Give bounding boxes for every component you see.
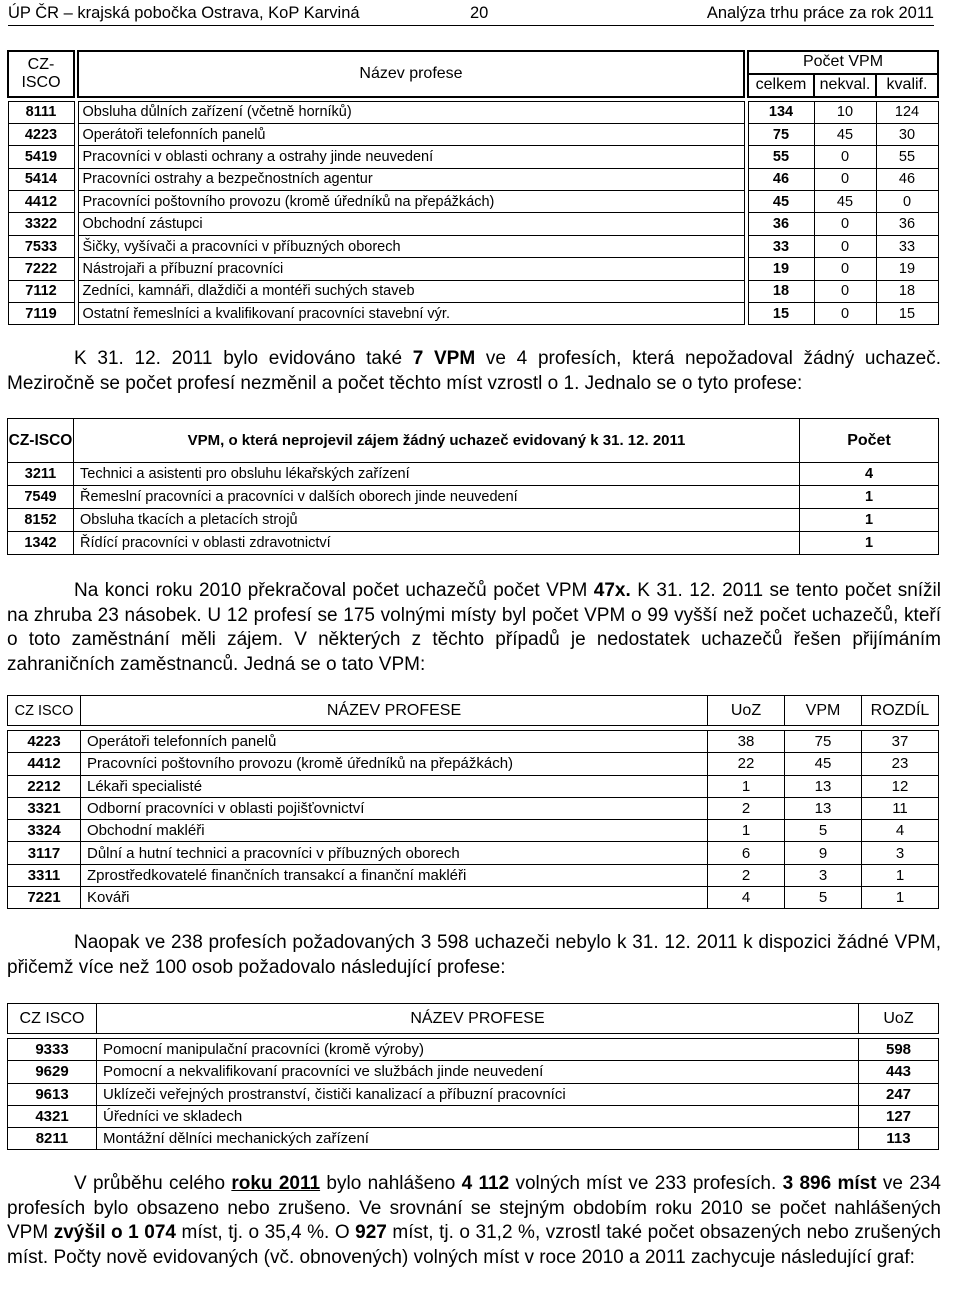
table-row: [8, 235, 938, 257]
cell-uoz: 38: [708, 731, 785, 753]
cell-profession-name: Kováři: [81, 887, 708, 909]
paragraph-year-summary: V průběhu celého roku 2011 bylo nahlášeno 4 112 volných míst ve 233 profesích. 3 896 míst ve 234 profesích bylo obsazeno nebo zrušeno. Ve srovnání se stejným obdobím roku 2010 se počet nahlášených VPM zvýšil o 1 074 míst, tj. o 35,4 %. O 927 míst, tj. o 31,2 %, vzrostl také počet obsazených nebo zrušených míst. Počty nově evidovaných (vč. obnovených) volných míst v roce 2010 a 2011 zachycuje následující graf:: [7, 1173, 941, 1268]
table-row: [8, 864, 939, 886]
cell-vpm-total: 45: [748, 191, 814, 213]
cell-count: 1: [800, 486, 939, 509]
cell-profession-name: Pomocní a nekvalifikovaní pracovníci ve službách jinde neuvedení: [97, 1061, 859, 1083]
vpm-top-professions-table: [7, 50, 939, 325]
cell-count: 1: [800, 532, 939, 555]
paragraph-no-applicant-intro: K 31. 12. 2011 bylo evidováno také 7 VPM ve 4 profesích, která nepožadoval žádný uchazeč. Meziročně se počet profesí nezměnil a počet těchto míst vzrostl o 1. Jednalo se o tyto profese:: [7, 348, 941, 394]
cell-vpm: 5: [785, 887, 862, 909]
cell-vpm: 13: [785, 775, 862, 797]
cell-vpm-unqualified: 45: [814, 123, 876, 145]
cell-isco-code: 8211: [8, 1128, 97, 1150]
cell-isco-code: 9613: [8, 1083, 97, 1105]
cell-vpm-unqualified: 0: [814, 303, 876, 325]
cell-isco-code: 3322: [8, 213, 74, 235]
col-header-name: NÁZEV PROFESE: [81, 696, 708, 726]
table-header-row: [8, 696, 939, 726]
table-row: [8, 303, 938, 325]
cell-vpm-unqualified: 45: [814, 191, 876, 213]
table-row: [8, 509, 939, 532]
cell-profession-name: Obchodní makléři: [81, 820, 708, 842]
cell-vpm-unqualified: 10: [814, 101, 876, 123]
cell-profession-name: Zprostředkovatelé finančních transakcí a finanční makléři: [81, 864, 708, 886]
cell-profession-name: Řemeslní pracovníci a pracovníci v dalších oborech jinde neuvedení: [74, 486, 800, 509]
cell-count: 4: [800, 463, 939, 486]
cell-uoz: 2: [708, 797, 785, 819]
col-header-difference: ROZDÍL: [862, 696, 939, 726]
cell-difference: 1: [862, 887, 939, 909]
cell-vpm-qualified: 15: [876, 303, 938, 325]
cell-uoz: 443: [859, 1061, 939, 1083]
cell-vpm-qualified: 36: [876, 213, 938, 235]
cell-vpm-qualified: 0: [876, 191, 938, 213]
page-number: 20: [470, 4, 489, 22]
cell-isco-code: 7222: [8, 258, 74, 280]
cell-profession-name: Ostatní řemeslníci a kvalifikovaní pracovníci stavební výr.: [78, 303, 744, 325]
cell-profession-name: Pracovníci ostrahy a bezpečnostních agentur: [78, 168, 744, 190]
cell-profession-name: Nástrojaři a příbuzní pracovníci: [78, 258, 744, 280]
table-row: [8, 280, 938, 302]
cell-vpm-qualified: 30: [876, 123, 938, 145]
table-row: [8, 842, 939, 864]
col-header-code: CZ-ISCO: [8, 419, 74, 463]
table-row: [8, 1105, 939, 1127]
cell-uoz: 127: [859, 1105, 939, 1127]
cell-isco-code: 4321: [8, 1105, 97, 1127]
cell-vpm-qualified: 18: [876, 280, 938, 302]
cell-isco-code: 9629: [8, 1061, 97, 1083]
cell-profession-name: Řídící pracovníci v oblasti zdravotnictví: [74, 532, 800, 555]
col-header-vpm-count: Počet VPM: [748, 51, 938, 74]
table-row: [8, 191, 938, 213]
cell-vpm: 9: [785, 842, 862, 864]
vpm-surplus-table: [7, 695, 939, 909]
cell-isco-code: 7533: [8, 235, 74, 257]
cell-isco-code: 8111: [8, 101, 74, 123]
cell-profession-name: Montážní dělníci mechanických zařízení: [97, 1128, 859, 1150]
cell-vpm-total: 55: [748, 146, 814, 168]
cell-uoz: 22: [708, 753, 785, 775]
cell-difference: 37: [862, 731, 939, 753]
table-row: [8, 168, 938, 190]
table-row: [8, 731, 939, 753]
cell-vpm-qualified: 33: [876, 235, 938, 257]
cell-isco-code: 3311: [8, 864, 81, 886]
cell-uoz: 1: [708, 820, 785, 842]
cell-vpm: 13: [785, 797, 862, 819]
cell-uoz: 6: [708, 842, 785, 864]
paragraph-no-vacancies: Naopak ve 238 profesích požadovaných 3 598 uchazeči nebylo k 31. 12. 2011 k dispozici žádné VPM, přičemž více než 100 osob požadovalo následující profese:: [7, 932, 941, 978]
cell-isco-code: 4412: [8, 753, 81, 775]
table-row: [8, 775, 939, 797]
cell-vpm-unqualified: 0: [814, 213, 876, 235]
cell-uoz: 113: [859, 1128, 939, 1150]
table-row: [8, 486, 939, 509]
table-row: [8, 1039, 939, 1061]
cell-isco-code: 4412: [8, 191, 74, 213]
cell-profession-name: Šičky, vyšívači a pracovníci v příbuzných oborech: [78, 235, 744, 257]
table-row: [8, 820, 939, 842]
cell-isco-code: 9333: [8, 1039, 97, 1061]
table-header-row: [8, 51, 938, 74]
table-row: [8, 532, 939, 555]
cell-isco-code: 1342: [8, 532, 74, 555]
cell-vpm-unqualified: 0: [814, 146, 876, 168]
cell-vpm: 3: [785, 864, 862, 886]
cell-isco-code: 4223: [8, 123, 74, 145]
cell-profession-name: Lékaři specialisté: [81, 775, 708, 797]
col-header-code: CZ-ISCO: [8, 51, 74, 97]
cell-profession-name: Pracovníci poštovního provozu (kromě úředníků na přepážkách): [78, 191, 744, 213]
cell-isco-code: 7112: [8, 280, 74, 302]
table-row: [8, 463, 939, 486]
col-header-code: CZ ISCO: [8, 1004, 97, 1034]
cell-isco-code: 7221: [8, 887, 81, 909]
cell-vpm: 75: [785, 731, 862, 753]
cell-vpm-total: 75: [748, 123, 814, 145]
cell-vpm-unqualified: 0: [814, 235, 876, 257]
cell-isco-code: 8152: [8, 509, 74, 532]
table-row: [8, 123, 938, 145]
cell-difference: 3: [862, 842, 939, 864]
col-header-name: NÁZEV PROFESE: [97, 1004, 859, 1034]
cell-profession-name: Zedníci, kamnáři, dlaždiči a montéři suchých staveb: [78, 280, 744, 302]
cell-vpm-total: 18: [748, 280, 814, 302]
table-row: [8, 213, 938, 235]
paragraph-applicants-ratio: Na konci roku 2010 překračoval počet uchazečů počet VPM 47x. K 31. 12. 2011 se tento počet snížil na zhruba 23 násobek. U 12 profesí se 175 volnými místy byl počet VPM o 99 vyšší než počet uchazečů, kteří o toto zaměstnání měli zájem. V některých z těchto případů je nedostatek uchazečů řešen přijímáním zahraničních zaměstnanců. Jedná se o tato VPM:: [7, 580, 941, 675]
cell-uoz: 4: [708, 887, 785, 909]
cell-profession-name: Obsluha důlních zařízení (včetně horníků): [78, 101, 744, 123]
table-header-row: [8, 1004, 939, 1034]
cell-vpm-total: 33: [748, 235, 814, 257]
cell-profession-name: Úředníci ve skladech: [97, 1105, 859, 1127]
cell-uoz: 247: [859, 1083, 939, 1105]
cell-profession-name: Pracovníci poštovního provozu (kromě úředníků na přepážkách): [81, 753, 708, 775]
header-report-title: Analýza trhu práce za rok 2011: [706, 4, 934, 22]
cell-isco-code: 3117: [8, 842, 81, 864]
cell-isco-code: 3324: [8, 820, 81, 842]
cell-vpm-unqualified: 0: [814, 258, 876, 280]
cell-profession-name: Důlní a hutní technici a pracovníci v příbuzných oborech: [81, 842, 708, 864]
cell-count: 1: [800, 509, 939, 532]
cell-isco-code: 3211: [8, 463, 74, 486]
cell-vpm-qualified: 19: [876, 258, 938, 280]
header-office: ÚP ČR – krajská pobočka Ostrava, KoP Karviná: [8, 4, 360, 22]
vpm-no-interest-table: [7, 418, 939, 555]
cell-profession-name: Odborní pracovníci v oblasti pojišťovnictví: [81, 797, 708, 819]
cell-vpm: 5: [785, 820, 862, 842]
table-row: [8, 753, 939, 775]
cell-vpm-qualified: 46: [876, 168, 938, 190]
table-row: [8, 797, 939, 819]
col-header-name: VPM, o která neprojevil zájem žádný uchazeč evidovaný k 31. 12. 2011: [74, 419, 800, 463]
cell-profession-name: Pomocní manipulační pracovníci (kromě výroby): [97, 1039, 859, 1061]
page-header: [8, 2, 934, 26]
cell-isco-code: 2212: [8, 775, 81, 797]
cell-profession-name: Operátoři telefonních panelů: [78, 123, 744, 145]
col-header-uoz: UoZ: [708, 696, 785, 726]
cell-uoz: 2: [708, 864, 785, 886]
cell-vpm-qualified: 55: [876, 146, 938, 168]
table-header-row: [8, 419, 939, 463]
cell-isco-code: 5414: [8, 168, 74, 190]
cell-isco-code: 7549: [8, 486, 74, 509]
cell-difference: 23: [862, 753, 939, 775]
table-row: [8, 1128, 939, 1150]
col-header-vpm: VPM: [785, 696, 862, 726]
cell-profession-name: Operátoři telefonních panelů: [81, 731, 708, 753]
cell-difference: 12: [862, 775, 939, 797]
col-header-count: Počet: [800, 419, 939, 463]
col-header-code: CZ ISCO: [8, 696, 81, 726]
cell-vpm-total: 15: [748, 303, 814, 325]
table-row: [8, 887, 939, 909]
col-header-uoz: UoZ: [859, 1004, 939, 1034]
cell-vpm-total: 19: [748, 258, 814, 280]
cell-vpm-unqualified: 0: [814, 168, 876, 190]
cell-vpm: 45: [785, 753, 862, 775]
cell-vpm-qualified: 124: [876, 101, 938, 123]
cell-vpm-total: 36: [748, 213, 814, 235]
cell-vpm-total: 134: [748, 101, 814, 123]
cell-uoz: 598: [859, 1039, 939, 1061]
cell-uoz: 1: [708, 775, 785, 797]
cell-difference: 4: [862, 820, 939, 842]
col-header-name: Název profese: [78, 51, 744, 97]
cell-profession-name: Pracovníci v oblasti ochrany a ostrahy jinde neuvedení: [78, 146, 744, 168]
cell-difference: 11: [862, 797, 939, 819]
cell-vpm-unqualified: 0: [814, 280, 876, 302]
cell-isco-code: 3321: [8, 797, 81, 819]
cell-difference: 1: [862, 864, 939, 886]
applicants-no-vacancy-table: [7, 1003, 939, 1150]
table-row: [8, 258, 938, 280]
cell-isco-code: 5419: [8, 146, 74, 168]
table-row: [8, 101, 938, 123]
cell-isco-code: 7119: [8, 303, 74, 325]
col-header-total: celkem: [748, 74, 814, 97]
cell-profession-name: Uklízeči veřejných prostranství, čističi kanalizací a příbuzní pracovníci: [97, 1083, 859, 1105]
cell-profession-name: Obsluha tkacích a pletacích strojů: [74, 509, 800, 532]
col-header-qualified: kvalif.: [876, 74, 938, 97]
cell-vpm-total: 46: [748, 168, 814, 190]
table-row: [8, 146, 938, 168]
col-header-unqualified: nekval.: [814, 74, 876, 97]
cell-profession-name: Obchodní zástupci: [78, 213, 744, 235]
cell-profession-name: Technici a asistenti pro obsluhu lékařských zařízení: [74, 463, 800, 486]
cell-isco-code: 4223: [8, 731, 81, 753]
table-row: [8, 1083, 939, 1105]
table-row: [8, 1061, 939, 1083]
